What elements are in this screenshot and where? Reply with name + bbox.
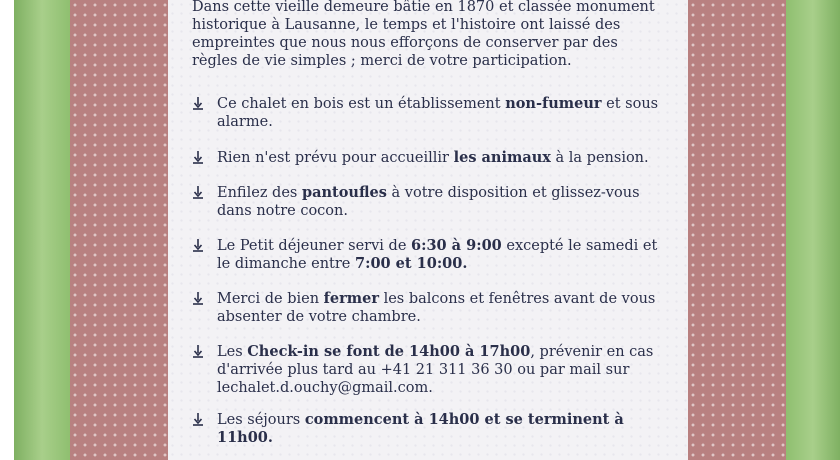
rule-text-post: à la pension.: [550, 150, 649, 166]
rule-text-pre: Les: [217, 344, 248, 360]
rule-text-post: excepté le samedi et le dimanche entre: [217, 238, 658, 272]
rule-item: [192, 149, 672, 167]
rule-text-post: , prévenir en cas d'arrivée plus tard au +41 21 311 36 30 ou par mail sur lechalet.d.ouchy@gmail.com.: [217, 344, 654, 396]
rule-text-bold: 6:30 à 9:00: [411, 237, 502, 254]
rule-text-bold: fermer: [323, 290, 379, 307]
arrow-down-bullet-icon: [192, 412, 204, 426]
rule-text-bold: pantoufles: [301, 184, 387, 201]
rule-text-bold-2: 7:00 et 10:00.: [355, 255, 468, 272]
rule-text-pre: Rien n'est prévu pour accueillir: [217, 150, 454, 166]
rule-item: [192, 411, 672, 447]
rule-item: [192, 95, 672, 131]
rule-item: [192, 343, 672, 397]
rule-item: [192, 237, 672, 273]
house-rules-text: [192, 0, 672, 446]
arrow-down-bullet-icon: [192, 344, 204, 358]
rule-text-pre: Ce chalet en bois est un établissement: [217, 96, 506, 112]
rule-item: [192, 184, 672, 220]
intro-paragraph: Dans cette vieille demeure bâtie en 1870 et classée monument historique à Lausanne, le temps et l'histoire ont laissé des empreintes que nous nous efforçons de conserver par des règles de vie simples ; merci de votre participation.: [192, 0, 655, 69]
arrow-down-bullet-icon: [192, 96, 204, 110]
arrow-down-bullet-icon: [192, 291, 204, 305]
arrow-down-bullet-icon: [192, 185, 204, 199]
rule-text-post: à votre disposition et glissez-vous dans notre cocon.: [217, 185, 640, 219]
rule-text-bold: non-fumeur: [505, 95, 602, 112]
dotted-border-right: [688, 0, 786, 460]
rule-text-pre: Enfilez des: [217, 185, 302, 201]
arrow-down-bullet-icon: [192, 238, 204, 252]
rule-text-pre: Le Petit déjeuner servi de: [217, 238, 412, 254]
green-border-left: [14, 0, 70, 460]
left-margin: [0, 0, 14, 460]
arrow-down-bullet-icon: [192, 150, 204, 164]
rule-text-post: les balcons et fenêtres avant de vous absenter de votre chambre.: [217, 291, 656, 325]
rule-text-post: et sous alarme.: [217, 96, 659, 130]
rule-text-pre: Merci de bien: [217, 291, 324, 307]
rule-text-bold: commencent à 14h00 et se terminent à 11h00.: [217, 411, 624, 446]
rule-text-bold: les animaux: [453, 149, 551, 166]
rule-text-pre: Les séjours: [217, 412, 305, 428]
green-border-right: [786, 0, 840, 460]
rule-text-bold: Check-in se font de 14h00 à 17h00: [247, 343, 531, 360]
dotted-border-left: [70, 0, 168, 460]
rule-item: [192, 290, 672, 326]
